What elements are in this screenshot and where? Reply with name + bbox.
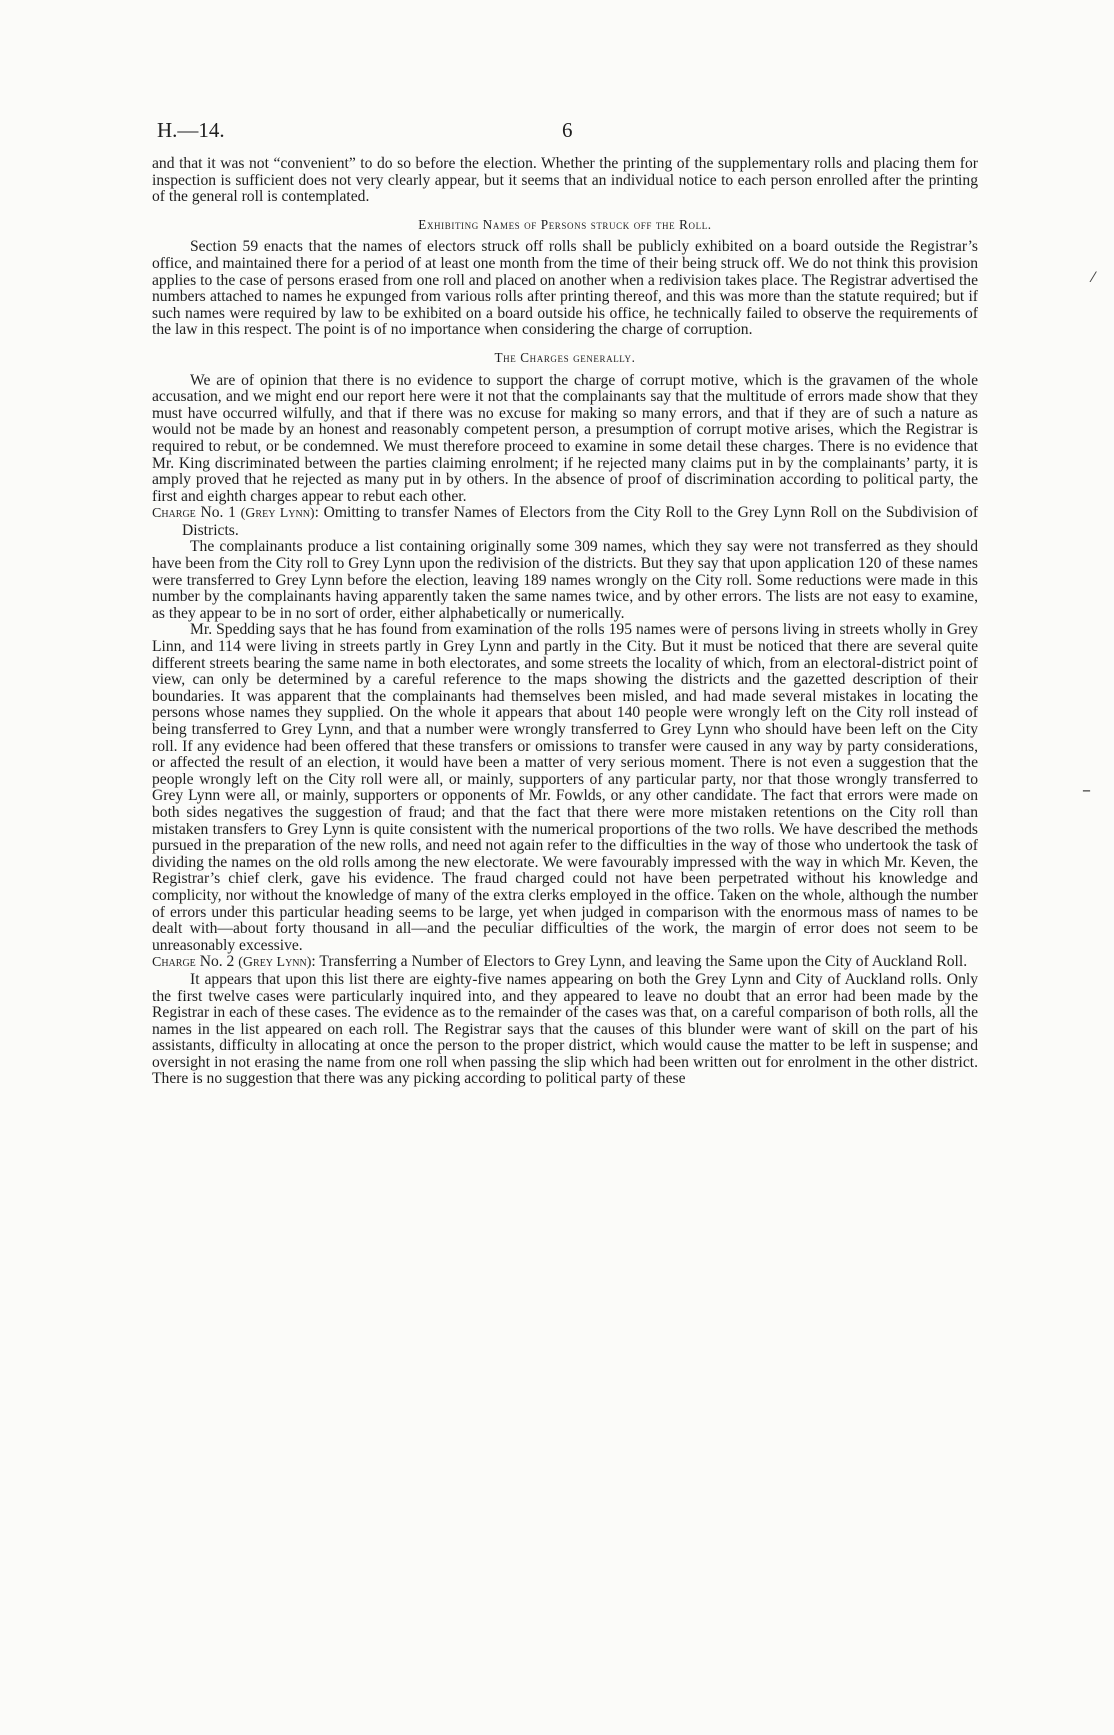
charge-2-paragraph: It appears that upon this list there are eighty-five names appearing on both the Grey Lynn and City of Auckland rolls. Only the first twelve cases were particularly inquired into, and they appeared to leave no doubt that an error had been made by the Registrar in each of these cases. The evidence as to the remainder of the cases was that, on a careful comparison of both rolls, all the names in the list appeared on each roll. The Registrar says that the causes of this blunder were want of skill on the part of his assistants, difficulty in allocating at once the person to the proper district, which would cause the matter to be left in suspense; and oversight in not erasing the name from one roll when passing the slip which had been written out for enrolment in the other district. There is no suggestion that there was any picking according to political party of these	[152, 970, 978, 1088]
intro-paragraph: and that it was not “convenient” to do so before the election. Whether the printing of the supplementary rolls and placing them for inspection is sufficient does not very clearly appear, but it seems that an individual notice to each person enrolled after the printing of the general roll is contemplated.	[152, 155, 978, 206]
charge-1-description: : Omitting to transfer Names of Electors from the City Roll to the Grey Lynn Roll on the Subdivision of Districts.	[182, 504, 979, 539]
section-heading-charges: The Charges generally.	[494, 349, 636, 365]
charge-2-heading	[152, 954, 978, 972]
exhibiting-paragraph: Section 59 enacts that the names of electors struck off rolls shall be publicly exhibited on a board outside the Registrar’s office, and maintained there for a period of at least one month from the time of their being struck off. We do not think this provision applies to the case of persons erased from one roll and placed on another when a redivision takes place. The Registrar advertised the numbers attached to names he expunged from various rolls after printing thereof, and this was more than the statute required; but if such names were required by law to be exhibited on a board outside his office, he technically failed to observe the requirements of the law in this respect. The point is of no importance when considering the charge of corruption.	[152, 238, 978, 339]
charge-1-number: No. 1	[200, 504, 236, 522]
charge-2-district: (Grey Lynn)	[238, 955, 312, 971]
charge-2-description: : Transferring a Number of Electors to Grey Lynn, and leaving the Same upon the City of Auckland Roll.	[311, 953, 968, 971]
charge-1-heading	[152, 505, 978, 539]
page-number: 6	[562, 118, 573, 142]
charge-2-number: No. 2	[199, 953, 235, 971]
charge-2-label: Charge	[152, 955, 196, 971]
charge-1-paragraph: The complainants produce a list containing originally some 309 names, which they say were not transferred as they should have been from the City roll to Grey Lynn upon the redivision of the districts. But they say that upon application 120 of these names were transferred to Grey Lynn before the election, leaving 189 names wrongly on the City roll. Some reductions were made in this number by the complainants having apparently taken the same names twice, and by other errors. The lists are not easy to examine, as they appear to be in no sort of order, either alphabetically or numerically.	[152, 538, 978, 622]
margin-dash-icon: –	[1082, 780, 1091, 801]
page-header	[157, 118, 977, 146]
charge-1-district: (Grey Lynn)	[240, 506, 315, 522]
document-body	[152, 156, 978, 1088]
charges-paragraph: We are of opinion that there is no evidence to support the charge of corrupt motive, which is the gravamen of the whole accusation, and we might end our report here were it not that the complainants say that the multitude of errors made show that they must have occurred wilfully, and that if there was no excuse for making so many errors, and that if they are of such a nature as would not be made by an honest and reasonably competent person, a presumption of corrupt motive arises, which the Registrar is required to rebut, or be condemned. We must therefore proceed to examine in some detail these charges. There is no evidence that Mr. King discriminated between the parties claiming enrolment; if he rejected many claims put in by the complainants’ party, it is amply proved that he rejected as many put in by others. In the absence of proof of discrimination according to political party, the first and eighth charges appear to rebut each other.	[152, 371, 978, 505]
charge-1-label: Charge	[152, 506, 196, 522]
section-heading-exhibiting: Exhibiting Names of Persons struck off the Roll.	[418, 216, 712, 232]
charge-1-paragraph: Mr. Spedding says that he has found from examination of the rolls 195 names were of persons living in streets wholly in Grey Linn, and 114 were living in streets partly in Grey Lynn and partly in the City. But it must be noticed that there are several quite different streets bearing the same name in both electorates, and some streets the locality of which, from an electoral-district point of view, can only be determined by a careful reference to the maps showing the districts and the gazetted description of their boundaries. It was apparent that the complainants had themselves been misled, and had made several mistakes in locating the persons whose names they supplied. On the whole it appears that about 140 people were wrongly left on the City roll instead of being transferred to Grey Lynn, and that a number were wrongly transferred to Grey Lynn who should have been left on the City roll. If any evidence had been offered that these transfers or omissions to transfer were caused in any way by party considerations, or affected the result of an election, it would have been a matter of very serious moment. There is not even a suggestion that the people wrongly left on the City roll were all, or mainly, supporters of any particular party, nor that those wrongly transferred to Grey Lynn were all, or mainly, supporters or opponents of Mr. Fowlds, or any other candidate. The fact that errors were made on both sides negatives the suggestion of fraud; and that the fact that there were more mistaken retentions on the City roll than mistaken transfers to Grey Lynn is quite consistent with the numerical proportions of the two rolls. We have described the methods pursued in the preparation of the new rolls, and need not again refer to the difficulties in the way of those who undertook the task of dividing the names on the old rolls among the new electorate. We were favourably impressed with the way in which Mr. Keven, the Registrar’s chief clerk, gave his evidence. The fraud charged could not have been perpetrated without his knowledge and complicity, nor without the knowledge of many of the extra clerks employed in the office. Taken on the whole, although the number of errors under this particular heading seems to be large, yet when judged in comparison with the enormous mass of names to be dealt with—about forty thousand in all—and the peculiar difficulties of the work, the margin of error does not seem to be unreasonably excessive.	[152, 621, 978, 954]
document-id: H.—14.	[157, 118, 225, 142]
margin-mark-icon: ⁄	[1092, 270, 1095, 286]
